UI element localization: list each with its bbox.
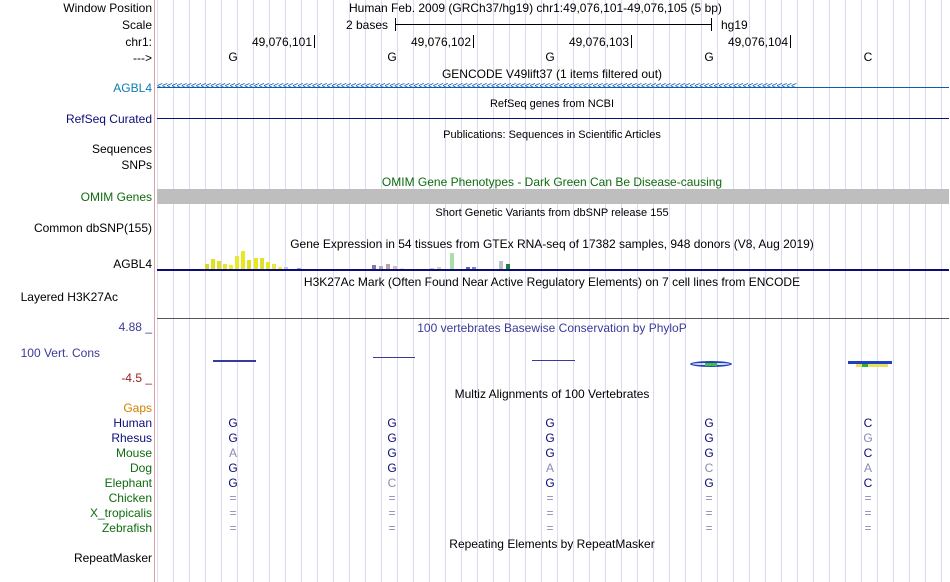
alignment-base: = <box>546 521 554 535</box>
cons-mark-4-fill <box>705 363 717 366</box>
track-label-gencode[interactable]: AGBL4 <box>113 81 152 95</box>
alignment-base: G <box>228 416 238 430</box>
conservation-track-title[interactable]: 100 vertebrates Basewise Conservation by PhyloP <box>417 321 687 335</box>
reference-base: G <box>228 50 238 64</box>
alignment-base: G <box>387 461 397 475</box>
cons-mark-1[interactable] <box>213 360 256 362</box>
gtex-tissue-bar[interactable] <box>211 259 215 269</box>
gtex-tissue-bar[interactable] <box>260 258 264 269</box>
ruler-position-label: 49,076,102 <box>410 35 471 49</box>
alignment-base: = <box>546 491 554 505</box>
reference-base: G <box>387 50 397 64</box>
dbsnp-track-title[interactable]: Short Genetic Variants from dbSNP release 155 <box>435 207 669 219</box>
h3k27ac-track-title[interactable]: H3K27Ac Mark (Often Found Near Active Regulatory Elements) on 7 cell lines from ENCODE <box>303 275 801 289</box>
alignment-base: = <box>546 506 554 520</box>
track-label-snps[interactable]: SNPs <box>121 158 152 172</box>
alignment-base: = <box>705 521 713 535</box>
h3k27ac-baseline <box>157 318 949 319</box>
species-label[interactable]: Mouse <box>115 446 152 460</box>
gtex-tissue-bar[interactable] <box>450 253 454 269</box>
scale-bar <box>395 24 711 25</box>
ruler-position-label: 49,076,103 <box>568 35 629 49</box>
track-label-h3k27ac[interactable]: Layered H3K27Ac <box>20 290 118 304</box>
chrom-label: chr1: <box>125 35 152 49</box>
gtex-tissue-bar[interactable] <box>254 258 258 269</box>
reference-base: G <box>704 50 714 64</box>
alignment-base: = <box>388 506 396 520</box>
scale-bar-left-end <box>395 18 396 31</box>
alignment-base: = <box>864 491 872 505</box>
ruler-tick <box>314 35 315 48</box>
alignment-base: A <box>228 446 237 460</box>
scale-label: Scale <box>121 18 152 32</box>
alignment-base: G <box>704 476 714 490</box>
repeatmasker-track-title[interactable]: Repeating Elements by RepeatMasker <box>449 537 655 551</box>
alignment-base: G <box>228 431 238 445</box>
reference-base: C <box>863 50 873 64</box>
ruler-position-label: 49,076,101 <box>251 35 312 49</box>
label-divider <box>154 0 155 582</box>
alignment-base: C <box>704 461 714 475</box>
gencode-track-title[interactable]: GENCODE V49lift37 (1 items filtered out) <box>441 67 663 81</box>
gtex-tissue-bar[interactable] <box>247 260 251 269</box>
alignment-base: G <box>545 476 555 490</box>
ruler-tick <box>790 35 791 48</box>
cons-mark-5-green <box>862 364 868 367</box>
alignment-base: G <box>387 431 397 445</box>
alignment-base: C <box>863 416 873 430</box>
alignment-base: G <box>545 416 555 430</box>
track-label-gtex[interactable]: AGBL4 <box>113 257 152 271</box>
alignment-base: = <box>864 506 872 520</box>
alignment-base: C <box>863 476 873 490</box>
species-label[interactable]: Chicken <box>108 491 152 505</box>
alignment-base: = <box>388 491 396 505</box>
gtex-baseline <box>157 269 949 271</box>
window-position-label: Window Position <box>63 1 152 15</box>
window-position-value: Human Feb. 2009 (GRCh37/hg19) chr1:49,076,101-49,076,105 (5 bp) <box>349 1 722 15</box>
alignment-base: = <box>229 491 237 505</box>
omim-feature-bar[interactable] <box>157 189 949 204</box>
species-label[interactable]: Dog <box>129 461 152 475</box>
alignment-base: = <box>229 506 237 520</box>
cons-max-label: 4.88 _ <box>118 320 152 334</box>
refseq-track-title[interactable]: RefSeq genes from NCBI <box>489 98 615 110</box>
gtex-track-title[interactable]: Gene Expression in 54 tissues from GTEx RNA-seq of 17382 samples, 948 donors (V8, Aug 2019) <box>290 237 814 251</box>
alignment-base: = <box>229 521 237 535</box>
alignment-base: C <box>863 446 873 460</box>
species-label[interactable]: Elephant <box>104 476 152 490</box>
gencode-strand-chevrons: <<<<<<<<<<<<<<<<<<<<<<<<<<<<<<<<<<<<<<<<<<<<<<<<<<<<<<<<<<<<<<<<<<<<<<<<<<<<<<<<<<<<<<<<<<<<<<<<<<<<<<<<<<<<<<<<<<<<<<<<<<<<<<<<<<<< <box>157 81 796 92</box>
cons-mark-3[interactable] <box>532 360 575 361</box>
alignment-base: C <box>387 476 397 490</box>
omim-track-title[interactable]: OMIM Gene Phenotypes - Dark Green Can Be Disease-causing <box>381 175 723 189</box>
track-label-refseq[interactable]: RefSeq Curated <box>65 112 152 126</box>
alignment-base: A <box>545 461 554 475</box>
alignment-base: G <box>387 416 397 430</box>
ruler-tick <box>473 35 474 48</box>
alignment-base: G <box>704 431 714 445</box>
alignment-base: G <box>704 416 714 430</box>
cons-min-label: -4.5 _ <box>121 371 152 385</box>
scale-value: 2 bases <box>346 18 389 32</box>
alignment-base: = <box>705 506 713 520</box>
species-label[interactable]: Human <box>113 416 152 430</box>
alignment-base: G <box>863 431 873 445</box>
gtex-tissue-bar[interactable] <box>217 261 221 269</box>
reference-base: G <box>545 50 555 64</box>
alignment-base: G <box>545 431 555 445</box>
track-label-gaps[interactable]: Gaps <box>123 401 152 415</box>
alignment-base: G <box>704 446 714 460</box>
species-label[interactable]: Zebrafish <box>101 521 152 535</box>
scale-bar-right-end <box>711 18 712 31</box>
alignment-base: = <box>388 521 396 535</box>
alignment-base: A <box>863 461 872 475</box>
gtex-tissue-bar[interactable] <box>266 262 270 269</box>
cons-mark-5-fill <box>856 364 888 367</box>
multiz-track-title[interactable]: Multiz Alignments of 100 Vertebrates <box>454 387 650 401</box>
strand-label: ---> <box>133 51 152 65</box>
species-label[interactable]: X_tropicalis <box>89 506 152 520</box>
ruler-tick <box>631 35 632 48</box>
alignment-base: G <box>545 446 555 460</box>
track-label-repeatmasker[interactable]: RepeatMasker <box>73 551 152 565</box>
track-label-sequences[interactable]: Sequences <box>91 142 152 156</box>
alignment-base: G <box>228 476 238 490</box>
track-label-conservation[interactable]: 100 Vert. Cons <box>20 346 100 360</box>
alignment-base: = <box>705 491 713 505</box>
scale-assembly: hg19 <box>721 18 748 32</box>
ruler-position-label: 49,076,104 <box>727 35 788 49</box>
alignment-base: = <box>864 521 872 535</box>
track-label-omim[interactable]: OMIM Genes <box>80 190 152 204</box>
gtex-tissue-bar[interactable] <box>241 251 245 269</box>
species-label[interactable]: Rhesus <box>111 431 152 445</box>
refseq-gene-line[interactable] <box>157 118 949 119</box>
track-label-dbsnp[interactable]: Common dbSNP(155) <box>33 221 152 235</box>
cons-mark-2[interactable] <box>373 357 415 358</box>
publications-track-title[interactable]: Publications: Sequences in Scientific Articles <box>443 129 661 141</box>
gtex-tissue-bar[interactable] <box>499 261 503 269</box>
alignment-base: G <box>228 461 238 475</box>
alignment-base: G <box>387 446 397 460</box>
gtex-tissue-bar[interactable] <box>235 256 239 269</box>
